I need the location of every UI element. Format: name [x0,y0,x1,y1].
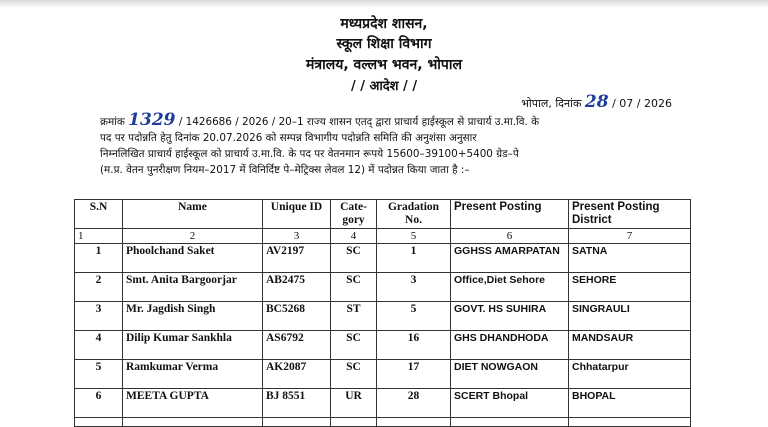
cell-posting: GHS DHANDHODA [451,331,569,360]
cell-sn: 2 [75,273,123,302]
cell-sn: 6 [75,389,123,418]
cell-gradation: 28 [377,389,451,418]
cell-district: SINGRAULI [569,302,691,331]
header-present-district: Present Posting District [569,200,691,229]
order-ref: / 1426686 / 2026 / 20–1 राज्य शासन एतद् द्वारा प्राचार्य हाईस्कूल से प्राचार्य उ.मा.वि. के [178,116,540,128]
colnum: 5 [377,229,451,244]
cell-id: AK2087 [263,360,331,389]
colnum: 1 [75,229,123,244]
cell-sn: 4 [75,331,123,360]
cell-posting: Office,Diet Sehore [451,273,569,302]
cell-id: AB2475 [263,273,331,302]
cell-district: Chhatarpur [569,360,691,389]
cell-cutoff [331,418,377,427]
header-order-title: / / आदेश / / [350,79,418,94]
cell-district: SEHORE [569,273,691,302]
colnum: 4 [331,229,377,244]
date-rest: / 07 / 2026 [612,97,672,110]
table-header-row [75,200,691,229]
order-line-3: निम्नलिखित प्राचार्य हाईस्कूल को प्राचार्य उ.मा.वि. के पद पर वेतनमान रूपये 15600–39100+5400 ग्रेड–पे [100,148,519,160]
table-row [75,331,691,360]
cell-id: BC5268 [263,302,331,331]
date-day: 28 [584,92,609,112]
header-category: Cate-gory [331,200,377,229]
cell-cutoff [451,418,569,427]
scan-edge [0,0,768,8]
header-name: Name [123,200,263,229]
cell-cutoff [263,418,331,427]
cell-district: SATNA [569,244,691,273]
table-row [75,244,691,273]
table-row [75,273,691,302]
table-row [75,302,691,331]
order-paragraph [100,112,660,178]
promotion-table [74,199,691,427]
cell-posting: SCERT Bhopal [451,389,569,418]
cell-name: Ramkumar Verma [123,360,263,389]
header-gradation: Gradation No. [377,200,451,229]
cell-posting: GOVT. HS SUHIRA [451,302,569,331]
table-row [75,389,691,418]
cell-sn: 3 [75,302,123,331]
cell-name: MEETA GUPTA [123,389,263,418]
cell-name: Dilip Kumar Sankhla [123,331,263,360]
order-line-2: पद पर पदोन्नति हेतु दिनांक 20.07.2026 को सम्पन्न विभागीय पदोन्नति समिति की अनुशंसा अनुसार [100,132,477,144]
header-department: स्कूल शिक्षा विभाग [336,36,432,52]
cell-category: SC [331,360,377,389]
date-prefix: भोपाल, दिनांक [521,97,582,110]
colnum: 6 [451,229,569,244]
cell-gradation: 1 [377,244,451,273]
cell-category: ST [331,302,377,331]
cell-cutoff [569,418,691,427]
cell-cutoff [75,418,123,427]
colnum: 3 [263,229,331,244]
cell-category: SC [331,331,377,360]
cell-id: AV2197 [263,244,331,273]
header-present-posting: Present Posting [451,200,569,229]
order-number: 1329 [128,110,176,130]
header-sn: S.N [75,200,123,229]
cell-category: SC [331,244,377,273]
cell-name: Phoolchand Saket [123,244,263,273]
cell-gradation: 5 [377,302,451,331]
cell-sn: 5 [75,360,123,389]
cell-id: AS6792 [263,331,331,360]
cell-posting: DIET NOWGAON [451,360,569,389]
order-line-4: (म.प्र. वेतन पुनरीक्षण नियम–2017 में विनिर्दिष्ट पे–मेट्रिक्स लेवल 12) में पदोन्नत किया जाता है :– [100,164,470,176]
cell-name: Smt. Anita Bargoorjar [123,273,263,302]
cell-district: MANDSAUR [569,331,691,360]
colnum: 2 [123,229,263,244]
cell-district: BHOPAL [569,389,691,418]
colnum: 7 [569,229,691,244]
order-line-1 [100,112,660,130]
cell-cutoff [377,418,451,427]
order-date [521,92,672,112]
cell-posting: GGHSS AMARPATAN [451,244,569,273]
cell-gradation: 17 [377,360,451,389]
cell-cutoff [123,418,263,427]
column-number-row [75,229,691,244]
cell-gradation: 16 [377,331,451,360]
cell-id: BJ 8551 [263,389,331,418]
order-prefix: क्रमांक [100,116,125,128]
cell-category: UR [331,389,377,418]
cell-category: SC [331,273,377,302]
header-government: मध्यप्रदेश शासन, [340,16,428,32]
cell-name: Mr. Jagdish Singh [123,302,263,331]
header-address: मंत्रालय, वल्लभ भवन, भोपाल [306,57,462,73]
cell-sn: 1 [75,244,123,273]
table-row-cutoff [75,418,691,427]
table-row [75,360,691,389]
header-unique-id: Unique ID [263,200,331,229]
cell-gradation: 3 [377,273,451,302]
